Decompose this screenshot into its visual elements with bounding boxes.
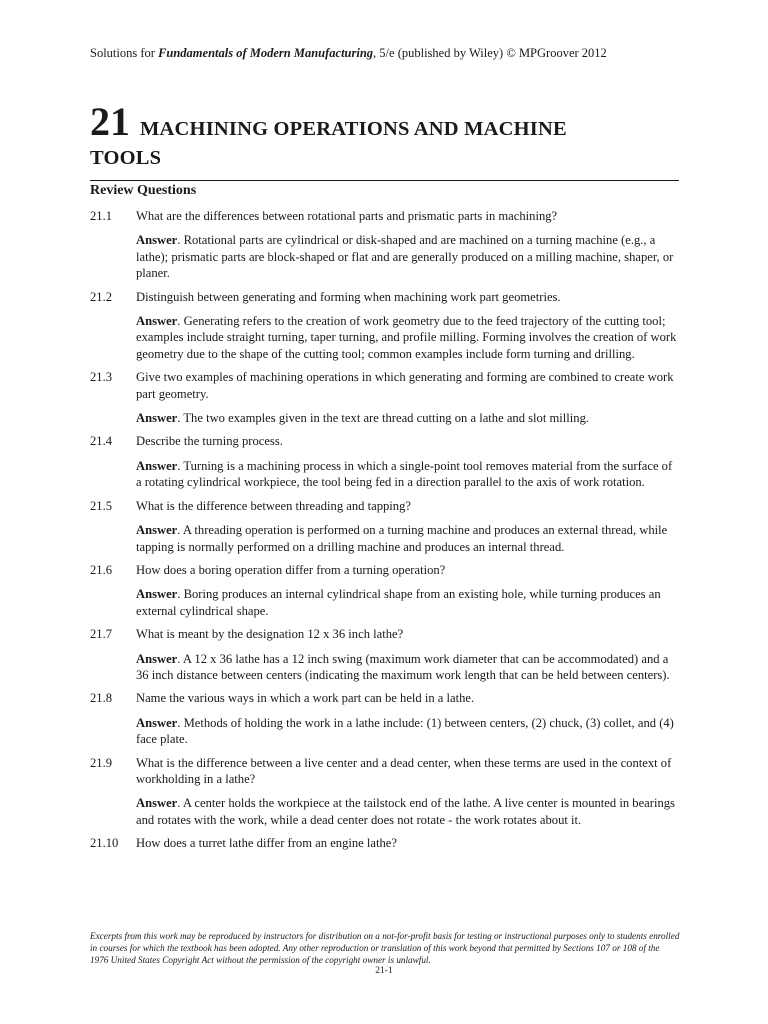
answer [136,232,680,281]
answer-text: . Generating refers to the creation of work geometry due to the feed trajectory of the cutting tool; examples include straight turning, taper turning, and profile milling. Forming involves the creation of work geometry due to the shape of the cutting tool; common examples include form turning and drilling. [136,314,677,361]
answer [136,651,680,684]
answer-label: Answer [136,314,178,329]
answer-label: Answer [136,651,178,666]
answer-text: . The two examples given in the text are thread cutting on a lathe and slot milling. [177,411,590,426]
chapter-title-line-1: MACHINING OPERATIONS AND MACHINE [140,118,567,140]
question-number: 21.2 [90,289,113,304]
question-text: How does a turret lathe differ from an engine lathe? [136,836,397,851]
chapter-title-line-2: TOOLS [90,147,162,169]
question-text: Describe the turning process. [136,434,283,449]
answer-label: Answer [136,411,178,426]
question-number: 21.8 [90,691,113,706]
running-header [90,46,607,61]
qa-item [90,562,680,619]
answer-label: Answer [136,715,178,730]
section-title: Review Questions [90,183,197,198]
question-number: 21.3 [90,370,113,385]
copyright-footer: Excerpts from this work may be reproduced by instructors for distribution on a not-for-profit basis for testing or instructional purposes only to students enrolled in courses for which the textbook has been adopted. Any other reproduction or translation of this work beyond that permitted by Sections 107 or 108 of the 1976 United States Copyright Act without the permission of the copyright owner is unlawful. [90,931,680,965]
header-prefix: Solutions for [90,46,159,60]
question-text: Give two examples of machining operations in which generating and forming are combined to create work part geometry. [136,370,674,401]
question-number: 21.10 [90,836,119,851]
answer-label: Answer [136,587,178,602]
question [90,433,680,449]
answer-text: . A threading operation is performed on a turning machine and produces an external thread, while tapping is normally performed on a drilling machine and produces an internal thread. [136,523,668,554]
qa-item [90,289,680,363]
heading-divider [90,180,679,181]
answer [136,522,680,555]
answer [136,313,680,362]
answer [136,458,680,491]
question [90,208,680,224]
question-text: Distinguish between generating and forming when machining work part geometries. [136,289,561,304]
qa-item [90,690,680,747]
question-text: What is the difference between threading and tapping? [136,498,411,513]
answer-label: Answer [136,458,178,473]
header-book-title: Fundamentals of Modern Manufacturing [158,46,374,60]
answer [136,586,680,619]
answer-text: . A center holds the workpiece at the tailstock end of the lathe. A live center is mounted in bearings and rotates with the work, while a dead center does not rotate - the work rotates about it. [136,796,675,827]
question [90,755,680,788]
question [90,690,680,706]
answer-text: . Turning is a machining process in which a single-point tool removes material from the surface of a rotating cylindrical workpiece, the tool being fed in a direction parallel to the axis of work rotation. [136,458,673,490]
answer-text: . Boring produces an internal cylindrical shape from an existing hole, while turning produces an external cylindrical shape. [136,587,661,618]
question-list [90,208,680,859]
answer-text: . A 12 x 36 lathe has a 12 inch swing (maximum work diameter that can be accommodated) and a 36 inch distance between centers (indicating the maximum work length that can be held between centers). [136,651,670,682]
question-number: 21.7 [90,627,113,642]
qa-item [90,208,680,282]
answer [136,410,680,426]
qa-item [90,433,680,490]
question [90,498,680,514]
question [90,289,680,305]
qa-item [90,498,680,555]
qa-item [90,755,680,829]
question-number: 21.9 [90,755,113,770]
qa-item [90,835,680,851]
chapter-number: 21 [90,99,130,144]
question-number: 21.5 [90,498,113,513]
answer-label: Answer [136,523,178,538]
question-number: 21.4 [90,434,113,449]
question [90,626,680,642]
question-text: How does a boring operation differ from a turning operation? [136,562,446,577]
question [90,369,680,402]
question-text: Name the various ways in which a work part can be held in a lathe. [136,691,475,706]
answer-text: . Rotational parts are cylindrical or disk-shaped and are machined on a turning machine (e.g., a lathe); prismatic parts are block-shaped or flat and are generally produced on a milling machine, shaper, or planer. [136,233,674,281]
answer [136,715,680,748]
question-number: 21.6 [90,562,113,577]
answer-label: Answer [136,796,178,811]
question-number: 21.1 [90,209,113,223]
page-number: 21-1 [375,966,393,976]
answer-label: Answer [136,233,178,248]
question-text: What are the differences between rotational parts and prismatic parts in machining? [136,209,558,223]
question-text: What is meant by the designation 12 x 36 inch lathe? [136,627,404,642]
chapter-heading [90,98,680,170]
qa-item [90,369,680,426]
qa-item [90,626,680,683]
question-text: What is the difference between a live center and a dead center, when these terms are used in the context of workholding in a lathe? [136,755,672,786]
answer-text: . Methods of holding the work in a lathe include: (1) between centers, (2) chuck, (3) collet, and (4) face plate. [136,715,674,747]
header-suffix: , 5/e (published by Wiley) © MPGroover 2012 [373,46,607,60]
answer [136,795,680,828]
question [90,562,680,578]
question [90,835,680,851]
